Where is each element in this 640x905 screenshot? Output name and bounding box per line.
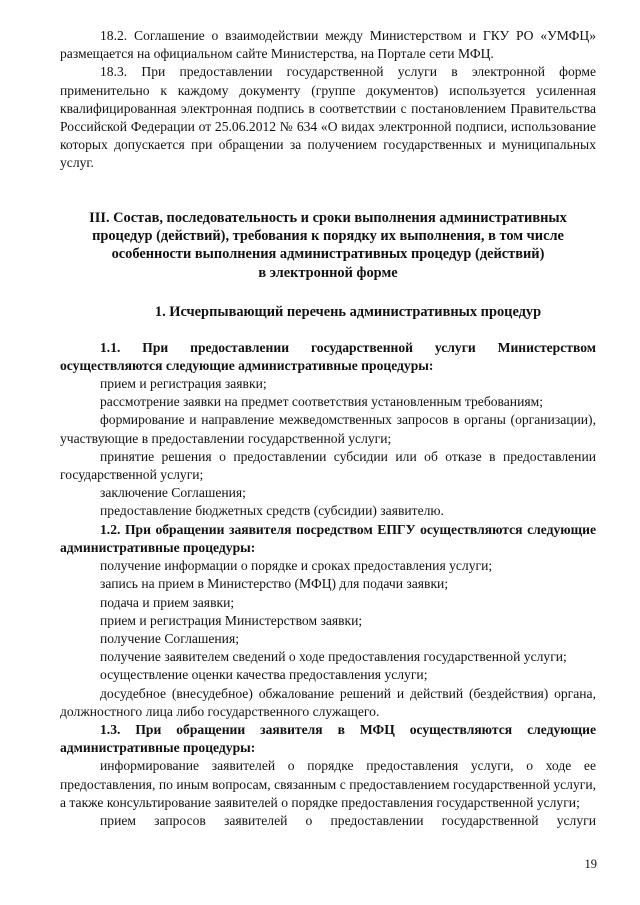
- list-item: получение Соглашения;: [100, 630, 239, 646]
- list-item: осуществление оценки качества предоставления услуги;: [100, 667, 428, 683]
- list-item: прием и регистрация заявки;: [100, 376, 267, 392]
- block3-lead: 1.3. При обращении заявителя в МФЦ осуществляются следующие административные процедуры:: [60, 721, 596, 756]
- list-item: рассмотрение заявки на предмет соответствия установленным требованиям;: [100, 394, 543, 410]
- section-title-line-1: III. Состав, последовательность и сроки выполнения административных: [89, 209, 567, 226]
- list-item: принятие решения о предоставлении субсидии или об отказе в предоставлении государственной услуги;: [60, 448, 596, 483]
- paragraph-18-2: 18.2. Соглашение о взаимодействии между Министерством и ГКУ РО «УМФЦ» размещается на официальном сайте Министерства, на Портале сети МФЦ.: [60, 28, 596, 62]
- list-item: предоставление бюджетных средств (субсидии) заявителю.: [100, 503, 444, 519]
- list-item: запись на прием в Министерство (МФЦ) для подачи заявки;: [100, 576, 449, 592]
- list-item: информирование заявителей о порядке предоставления услуги, о ходе ее предоставления, по иным вопросам, связанным с предоставлением государственной услуги, а также консультирование заявителей о порядке предоставления государственной услуги;: [60, 758, 596, 810]
- list-item: подача и прием заявки;: [100, 594, 235, 610]
- section-title-line-3: особенности выполнения административных процедур (действий): [111, 246, 545, 263]
- list-item: прием и регистрация Министерством заявки;: [100, 612, 363, 628]
- document-page: [60, 27, 596, 830]
- list-item: получение заявителем сведений о ходе предоставления государственной услуги;: [100, 649, 567, 665]
- block1-lead: 1.1. При предоставлении государственной услуги Министерством осуществляются следующие административные процедуры:: [60, 339, 596, 373]
- list-item: получение информации о порядке и сроках предоставления услуги;: [100, 558, 493, 574]
- section-title-line-4: в электронной форме: [258, 264, 398, 281]
- page-number: 19: [584, 857, 597, 871]
- section-title-line-2: процедур (действий), требования к порядку их выполнения, в том числе: [92, 228, 564, 245]
- list-item: прием запросов заявителей о предоставлении государственной услуги: [100, 812, 596, 828]
- list-item: досудебное (внесудебное) обжалование решений и действий (бездействия) органа, должностного лица либо государственного служащего.: [60, 685, 596, 719]
- list-item: формирование и направление межведомственных запросов в органы (организации), участвующие в предоставлении государственной услуги;: [60, 412, 596, 446]
- paragraph-18-3: 18.3. При предоставлении государственной услуги в электронной форме применительно к каждому документу (группе документов) используется усиленная квалифицированная электронная подпись в соответствии с постановлением Правительства Российской Федерации от 25.06.2012 № 634 «О видах электронной подписи, использование которых допускается при обращении за получением государственных и муниципальных услуг.: [60, 64, 596, 171]
- section-subtitle: 1. Исчерпывающий перечень административных процедур: [154, 304, 542, 321]
- block2-lead: 1.2. При обращении заявителя посредством ЕПГУ осуществляются следующие административные процедуры:: [60, 521, 596, 555]
- list-item: заключение Соглашения;: [100, 485, 246, 501]
- section-heading: [60, 209, 596, 283]
